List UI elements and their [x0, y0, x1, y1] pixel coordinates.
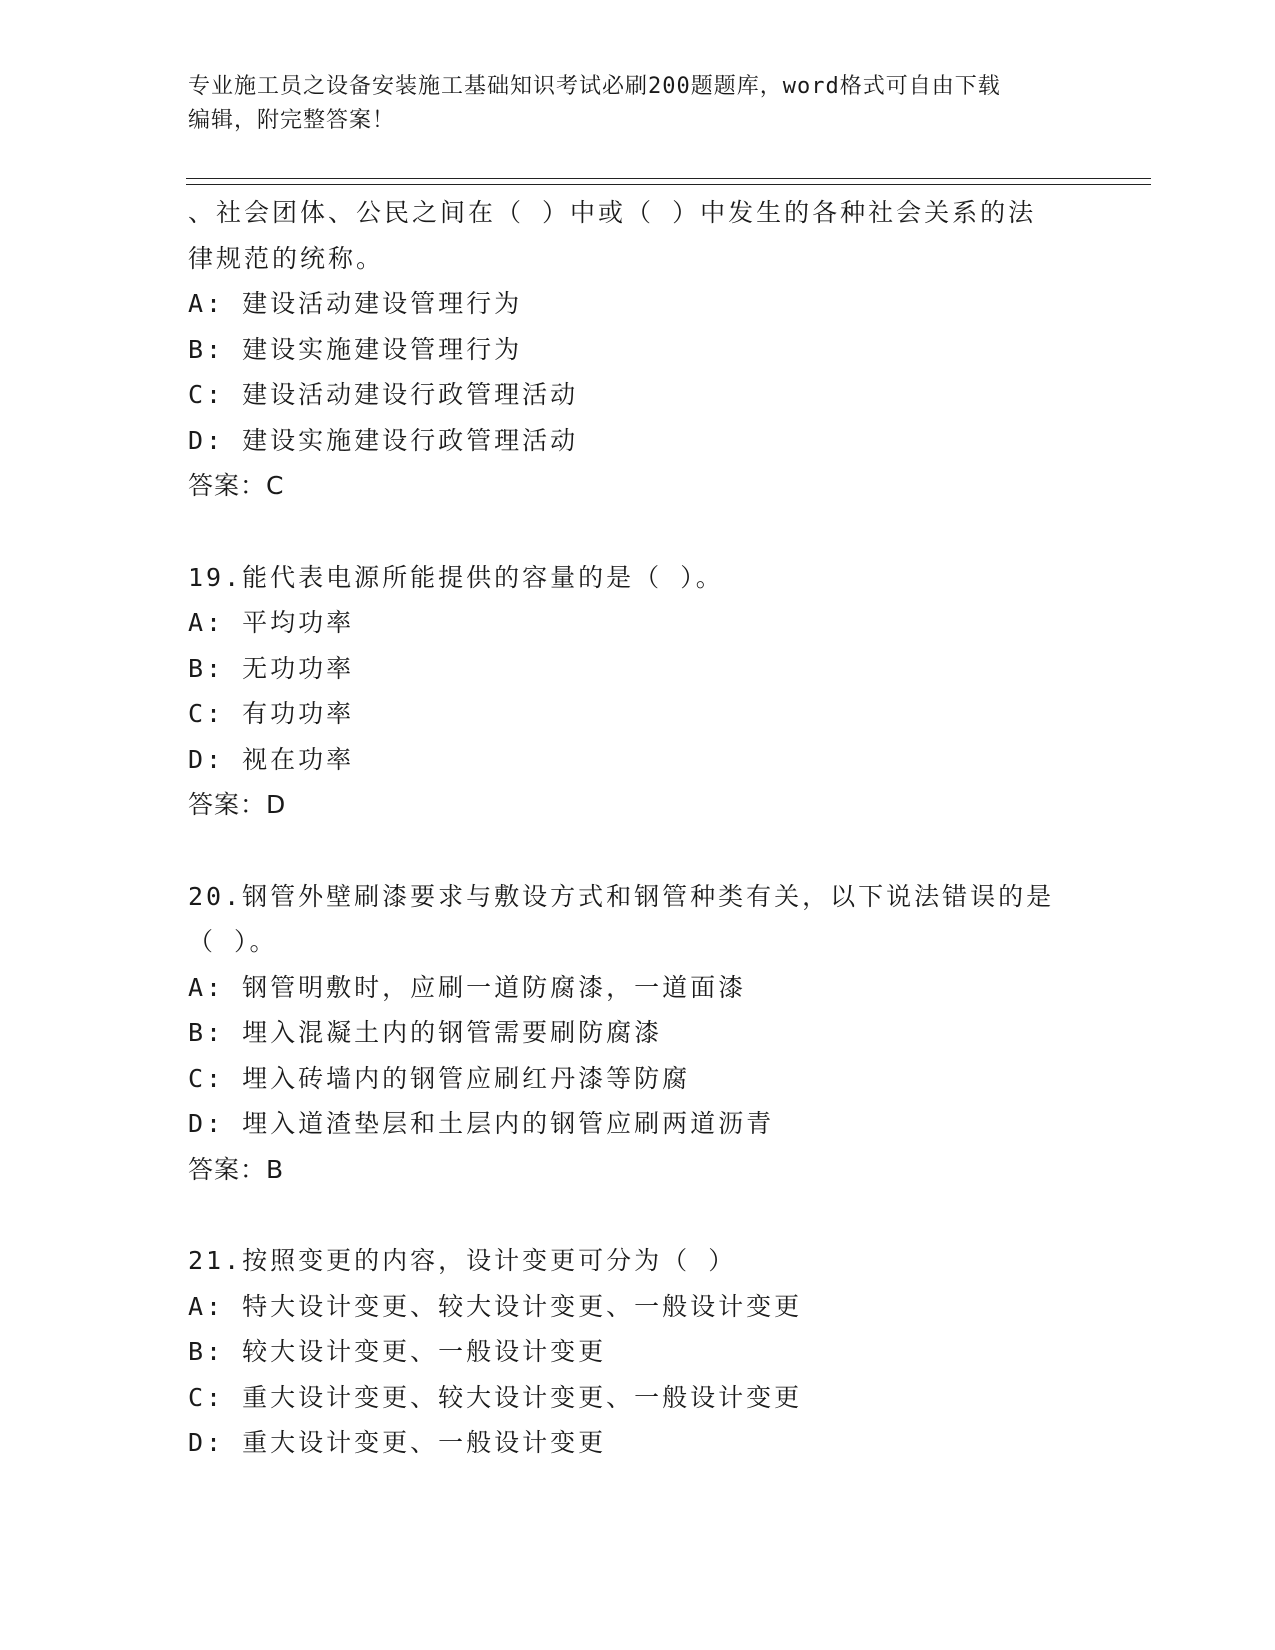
- option-b: B: 埋入混凝土内的钢管需要刷防腐漆: [188, 1018, 663, 1047]
- header-title-line-1: 专业施工员之设备安装施工基础知识考试必刷200题题库，word格式可自由下载: [188, 74, 1001, 99]
- document-header: [188, 70, 1088, 138]
- option-c: C: 有功功率: [188, 699, 355, 728]
- option-a: A: 钢管明敷时，应刷一道防腐漆，一道面漆: [188, 972, 747, 1002]
- answer-label: 答案：B: [188, 1154, 285, 1184]
- question-block: [188, 190, 1088, 509]
- answer-label: 答案：C: [188, 471, 285, 500]
- spacer: [188, 1192, 1088, 1238]
- answer-label: 答案：D: [188, 790, 287, 819]
- question-stem: 律规范的统称。: [188, 243, 385, 273]
- header-title-line-2: 编辑，附完整答案！: [188, 108, 396, 133]
- option-a: A: 平均功率: [188, 608, 355, 637]
- option-b: B: 无功功率: [188, 653, 355, 683]
- question-list: [188, 190, 1088, 1466]
- option-b: B: 建设实施建设管理行为: [188, 334, 523, 364]
- spacer: [188, 828, 1088, 874]
- question-block: [188, 874, 1088, 1193]
- question-stem: 、社会团体、公民之间在（ ）中或（ ）中发生的各种社会关系的法: [188, 198, 1037, 227]
- option-a: A: 建设活动建设管理行为: [188, 289, 523, 318]
- question-stem: （ ）。: [188, 927, 278, 956]
- question-block: [188, 555, 1088, 828]
- option-c: C: 埋入砖墙内的钢管应刷红丹漆等防腐: [188, 1063, 691, 1093]
- option-d: D: 重大设计变更、一般设计变更: [188, 1428, 607, 1457]
- spacer: [188, 509, 1088, 555]
- header-divider-top: [186, 178, 1151, 179]
- question-stem: 19.能代表电源所能提供的容量的是（ ）。: [188, 562, 724, 592]
- question-block: [188, 1238, 1088, 1466]
- header-divider-bottom: [186, 184, 1151, 185]
- option-a: A: 特大设计变更、较大设计变更、一般设计变更: [188, 1291, 803, 1321]
- option-d: D: 埋入道渣垫层和土层内的钢管应刷两道沥青: [188, 1109, 775, 1138]
- option-c: C: 重大设计变更、较大设计变更、一般设计变更: [188, 1382, 803, 1412]
- question-stem: 21.按照变更的内容，设计变更可分为（ ）: [188, 1246, 737, 1275]
- option-c: C: 建设活动建设行政管理活动: [188, 380, 579, 409]
- question-stem: 20.钢管外壁刷漆要求与敷设方式和钢管种类有关，以下说法错误的是: [188, 881, 1055, 911]
- option-b: B: 较大设计变更、一般设计变更: [188, 1337, 607, 1366]
- option-d: D: 视在功率: [188, 744, 355, 774]
- option-d: D: 建设实施建设行政管理活动: [188, 425, 579, 455]
